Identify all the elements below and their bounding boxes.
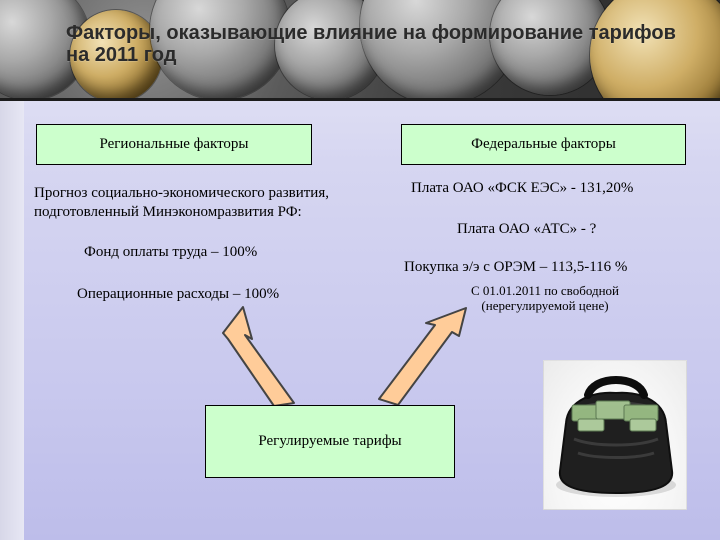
ats-fee-text: Плата ОАО «АТС» - ? [457, 221, 597, 237]
payroll-fund-text: Фонд оплаты труда – 100% [84, 244, 258, 260]
money-bag-image [543, 360, 687, 510]
forecast-text-line2: подготовленный Минэкономразвития РФ: [34, 204, 302, 220]
operating-expenses-text: Операционные расходы – 100% [77, 286, 280, 302]
forecast-text-line1: Прогноз социально-экономического развития, [34, 185, 329, 201]
slide-title: Факторы, оказывающие влияние на формирование тарифов на 2011 год [66, 22, 676, 66]
arrow-right [379, 308, 466, 405]
arrow-left [223, 307, 294, 406]
orem-purchase-text: Покупка э/э с ОРЭМ – 113,5-116 % [404, 259, 628, 275]
federal-factors-box: Федеральные факторы [401, 124, 686, 165]
fsk-fee-text: Плата ОАО «ФСК ЕЭС» - 131,20% [411, 180, 634, 196]
regulated-tariffs-box: Регулируемые тарифы [205, 405, 455, 478]
free-price-line1: С 01.01.2011 по свободной [471, 283, 619, 298]
free-price-line2: (нерегулируемой цене) [481, 298, 609, 313]
money-bag-icon [544, 361, 686, 509]
regional-factors-box: Региональные факторы [36, 124, 312, 165]
